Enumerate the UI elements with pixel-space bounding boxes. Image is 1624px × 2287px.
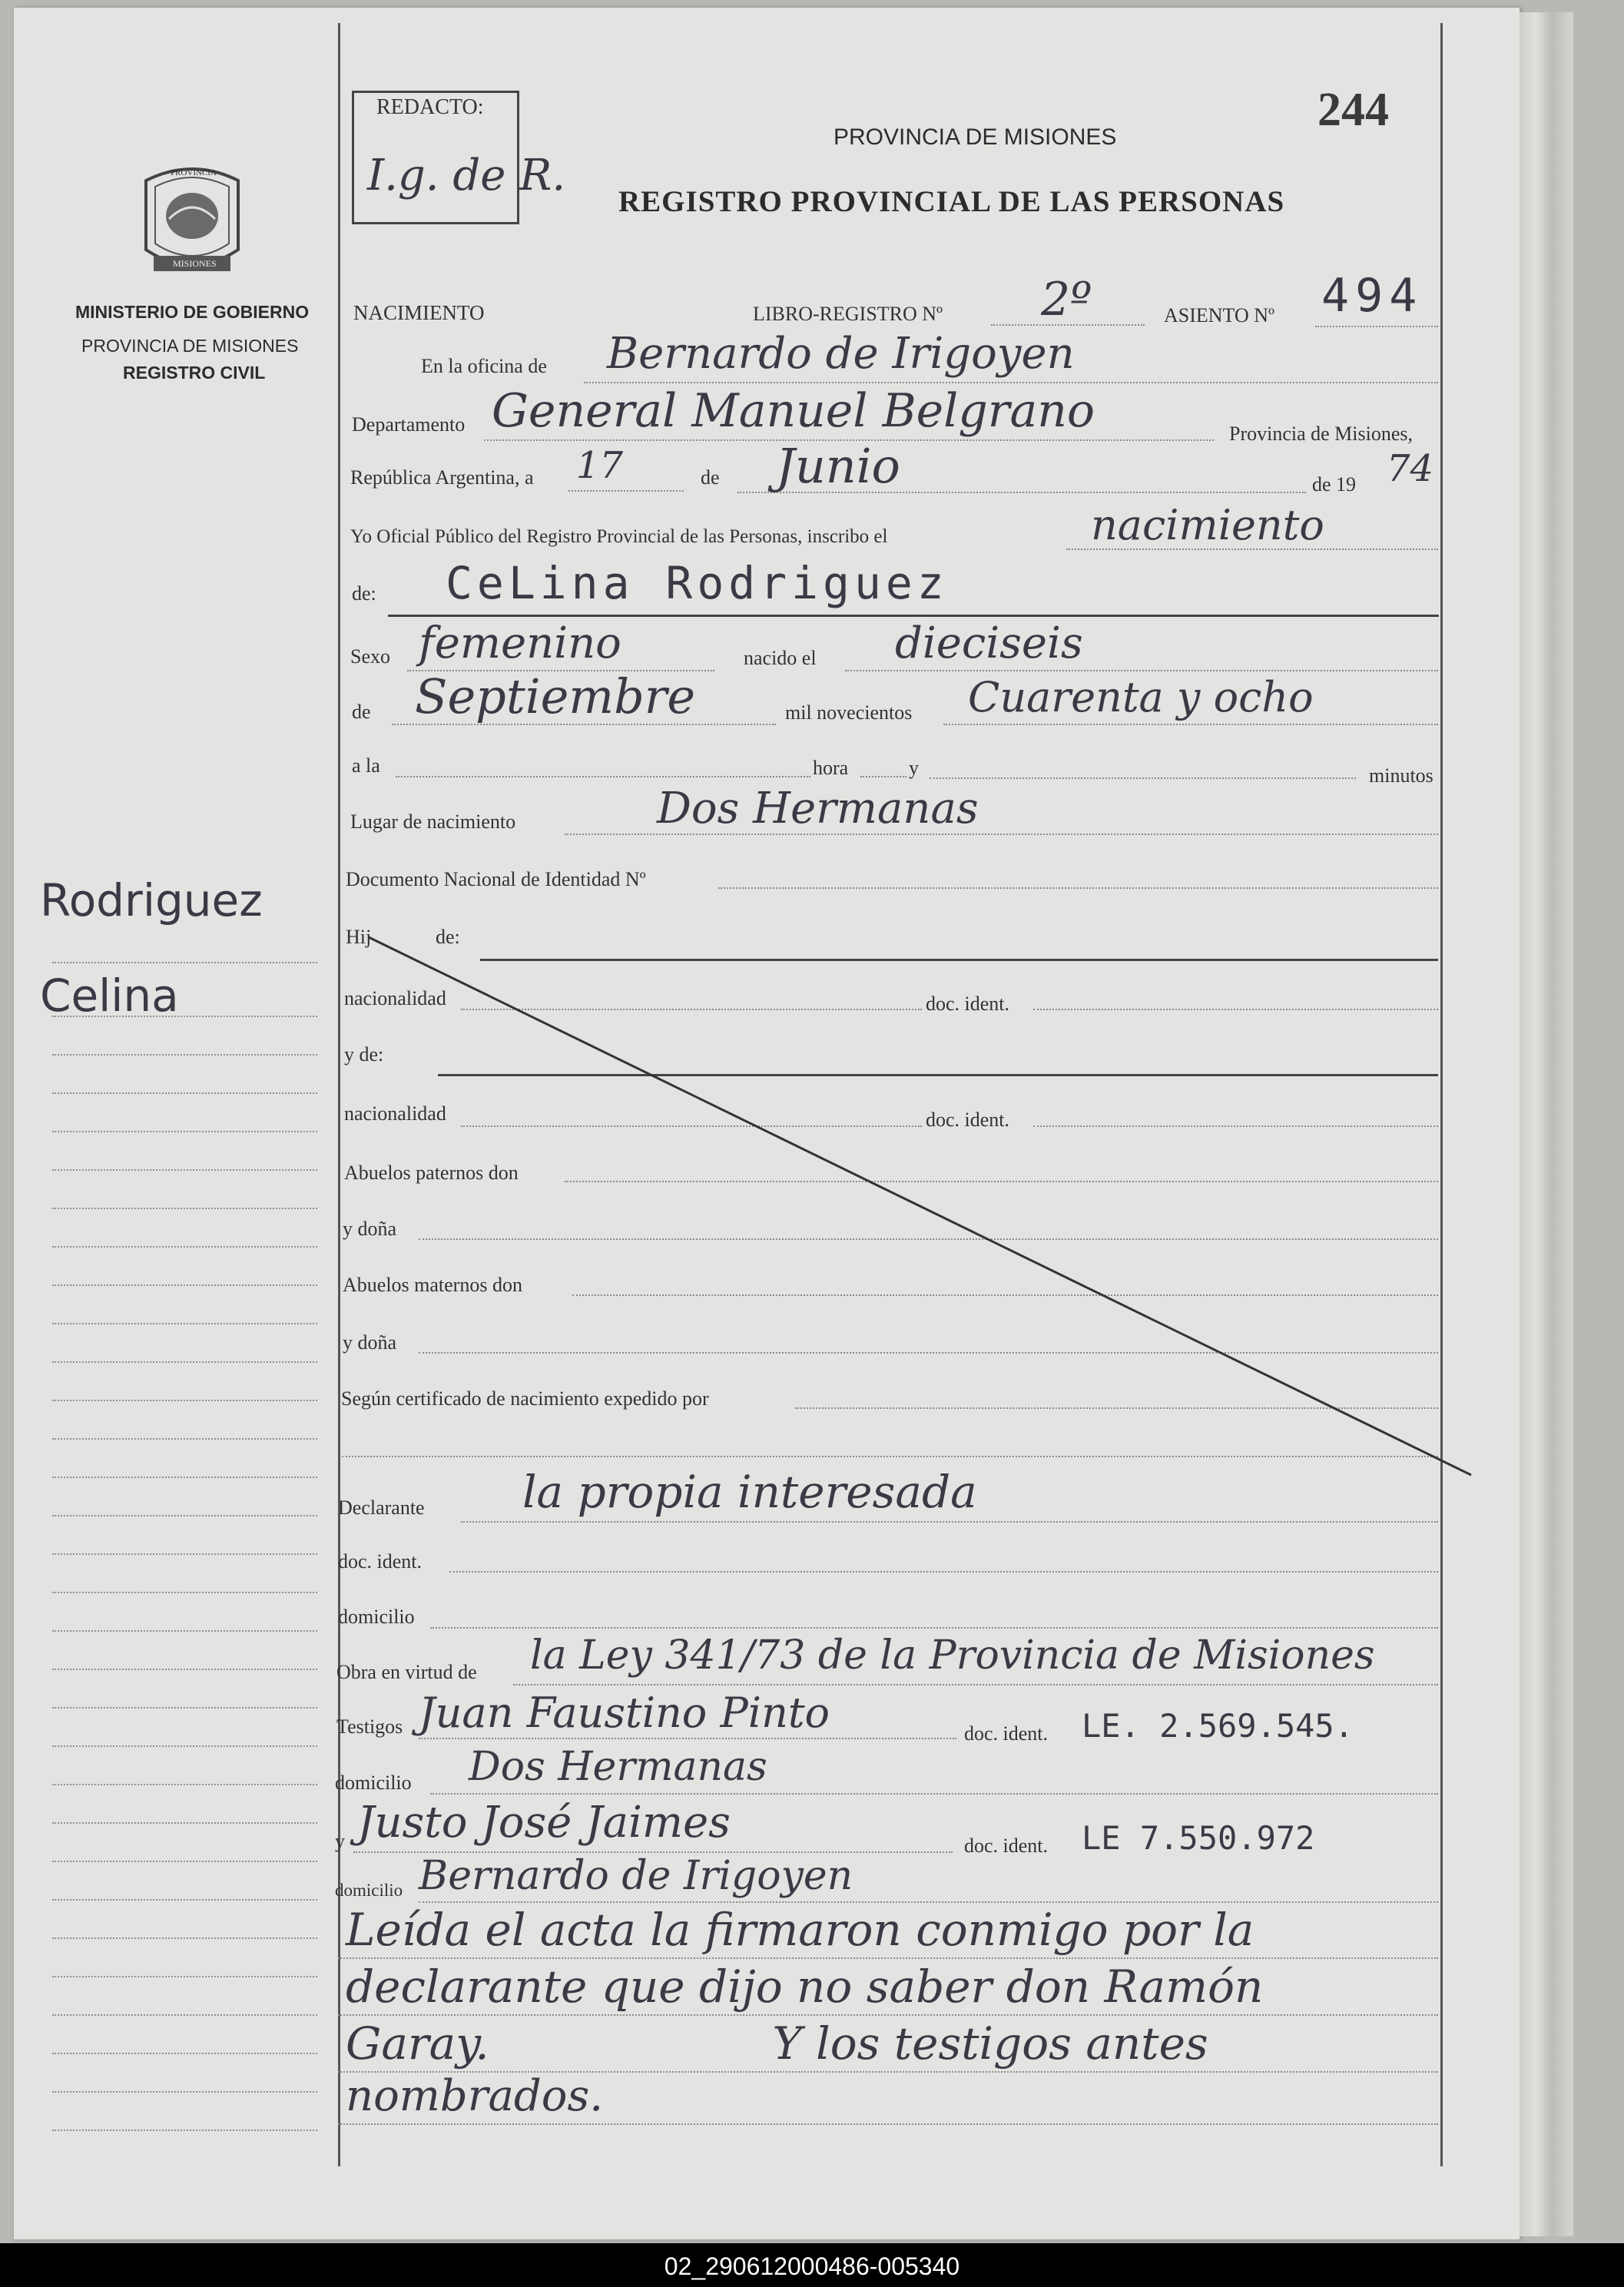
mil-label: mil novecientos	[785, 701, 913, 724]
sexo-label: Sexo	[350, 645, 390, 668]
a-la-label: a la	[352, 754, 380, 777]
testigos-label: Testigos	[336, 1715, 403, 1738]
lugar-value: Dos Hermanas	[657, 784, 979, 834]
declarante-value: la propia interesada	[522, 1466, 977, 1518]
de-label: de	[701, 466, 720, 489]
closing-line-rule	[338, 2123, 1438, 2125]
closing-line-2: declarante que dijo no saber don Ramón	[346, 1961, 1264, 2013]
margin-firstname: Celina	[40, 969, 179, 1022]
de-colon-label: de:	[352, 582, 376, 605]
abuelos-maternos-label: Abuelos maternos don	[343, 1274, 522, 1296]
sexo-value: femenino	[419, 618, 621, 668]
hora-label: hora	[813, 757, 849, 779]
yo-oficial-value: nacimiento	[1091, 501, 1324, 549]
nacimiento-label: NACIMIENTO	[353, 301, 485, 324]
testigo-1-line	[419, 1738, 956, 1739]
testigo-1-domicilio: Dos Hermanas	[469, 1744, 767, 1790]
doc-ident-2-label: doc. ident.	[926, 1109, 1010, 1131]
departamento-value: General Manuel Belgrano	[492, 384, 1095, 438]
year-label: de 19	[1312, 473, 1357, 496]
asiento-label: ASIENTO Nº	[1164, 304, 1275, 326]
y-label: y	[909, 757, 919, 779]
lugar-label: Lugar de nacimiento	[350, 810, 516, 833]
asiento-value: 494	[1321, 269, 1423, 323]
year-value: 74	[1387, 447, 1434, 490]
closing-line-4: nombrados.	[346, 2071, 603, 2121]
segun-label: Según certificado de nacimiento expedido por	[341, 1387, 709, 1410]
domicilio-3-label: domicilio	[335, 1881, 403, 1900]
hij-label: Hij	[346, 926, 372, 948]
dni-label: Documento Nacional de Identidad Nº	[346, 868, 646, 890]
hij-de-label: de:	[436, 926, 460, 948]
testigo-2-doc: LE 7.550.972	[1082, 1819, 1315, 1857]
y-dona-2-label: y doña	[343, 1331, 397, 1354]
obra-line	[513, 1684, 1438, 1685]
file-caption: 02_290612000486-005340	[664, 2252, 960, 2280]
testigo-2-domicilio-line	[419, 1901, 1438, 1903]
registry-title: REGISTRO PROVINCIAL DE LAS PERSONAS	[618, 185, 1285, 218]
doc-ident-label: doc. ident.	[926, 993, 1010, 1015]
ministry-line-1: MINISTERIO DE GOBIERNO	[75, 302, 310, 322]
province-header: PROVINCIA DE MISIONES	[834, 124, 1117, 150]
nacido-label: nacido el	[744, 647, 817, 669]
birth-year-value: Cuarenta y ocho	[968, 673, 1314, 721]
testigo-1-value: Juan Faustino Pinto	[419, 1689, 830, 1737]
oficina-value: Bernardo de Irigoyen	[607, 329, 1075, 379]
de-month-label: de	[352, 701, 371, 723]
birth-month-value: Septiembre	[415, 668, 696, 724]
doc-ident-4-label: doc. ident.	[964, 1722, 1049, 1745]
ministry-line-3: REGISTRO CIVIL	[123, 363, 266, 383]
provincia-label: Provincia de Misiones,	[1229, 423, 1414, 445]
testigo-1-domicilio-line	[430, 1793, 1438, 1795]
day-value: 17	[576, 444, 624, 487]
month-value: Junio	[776, 438, 900, 494]
name-value: CeLina Rodriguez	[446, 557, 949, 609]
closing-line-1: Leída el acta la firmaron conmigo por la	[346, 1904, 1254, 1956]
domicilio-line	[430, 1627, 1438, 1629]
abuelos-paternos-label: Abuelos paternos don	[344, 1162, 519, 1184]
republica-label: República Argentina, a	[350, 466, 534, 489]
libro-label: LIBRO-REGISTRO Nº	[753, 303, 943, 325]
redacto-value: I.g. de R.	[367, 151, 566, 201]
declarante-line	[461, 1521, 1438, 1523]
y-dona-label: y doña	[343, 1218, 397, 1240]
margin-surname: Rodriguez	[40, 874, 263, 926]
obra-value: la Ley 341/73 de la Provincia de Misiones	[530, 1632, 1375, 1679]
oficina-label: En la oficina de	[421, 355, 547, 377]
closing-line-rule	[338, 2014, 1438, 2016]
domicilio-label: domicilio	[338, 1606, 415, 1628]
minutos-label: minutos	[1369, 764, 1433, 787]
y-2-label: y	[335, 1830, 345, 1852]
doc-ident-3-label: doc. ident.	[338, 1550, 423, 1573]
doc-ident-3-line	[449, 1571, 1438, 1573]
doc-ident-5-label: doc. ident.	[964, 1835, 1049, 1857]
testigo-2-domicilio: Bernardo de Irigoyen	[419, 1853, 853, 1899]
testigo-2-value: Justo José Jaimes	[357, 1798, 731, 1848]
yo-oficial-label: Yo Oficial Público del Registro Provincial de las Personas, inscribo el	[350, 526, 888, 547]
testigo-1-doc: LE. 2.569.545.	[1082, 1707, 1354, 1745]
libro-value: 2º	[1041, 273, 1092, 326]
departamento-label: Departamento	[352, 413, 466, 436]
closing-line-3: Garay. Y los testigos antes	[346, 2017, 1208, 2070]
closing-line-rule	[338, 1957, 1438, 1959]
nacido-value: dieciseis	[895, 618, 1083, 668]
nacionalidad-label: nacionalidad	[344, 987, 446, 1009]
obra-label: Obra en virtud de	[336, 1661, 477, 1683]
declarante-label: Declarante	[338, 1496, 425, 1519]
ministry-line-2: PROVINCIA DE MISIONES	[81, 336, 299, 356]
y-de-label: y de:	[344, 1043, 384, 1066]
redacto-label: REDACTO:	[376, 95, 484, 119]
page-number: 244	[1317, 84, 1389, 136]
nacionalidad-2-label: nacionalidad	[344, 1102, 446, 1125]
seal-bottom-text: MISIONES	[173, 258, 217, 269]
seal-top-text: PROVINCIA	[171, 168, 217, 177]
domicilio-2-label: domicilio	[335, 1772, 412, 1794]
